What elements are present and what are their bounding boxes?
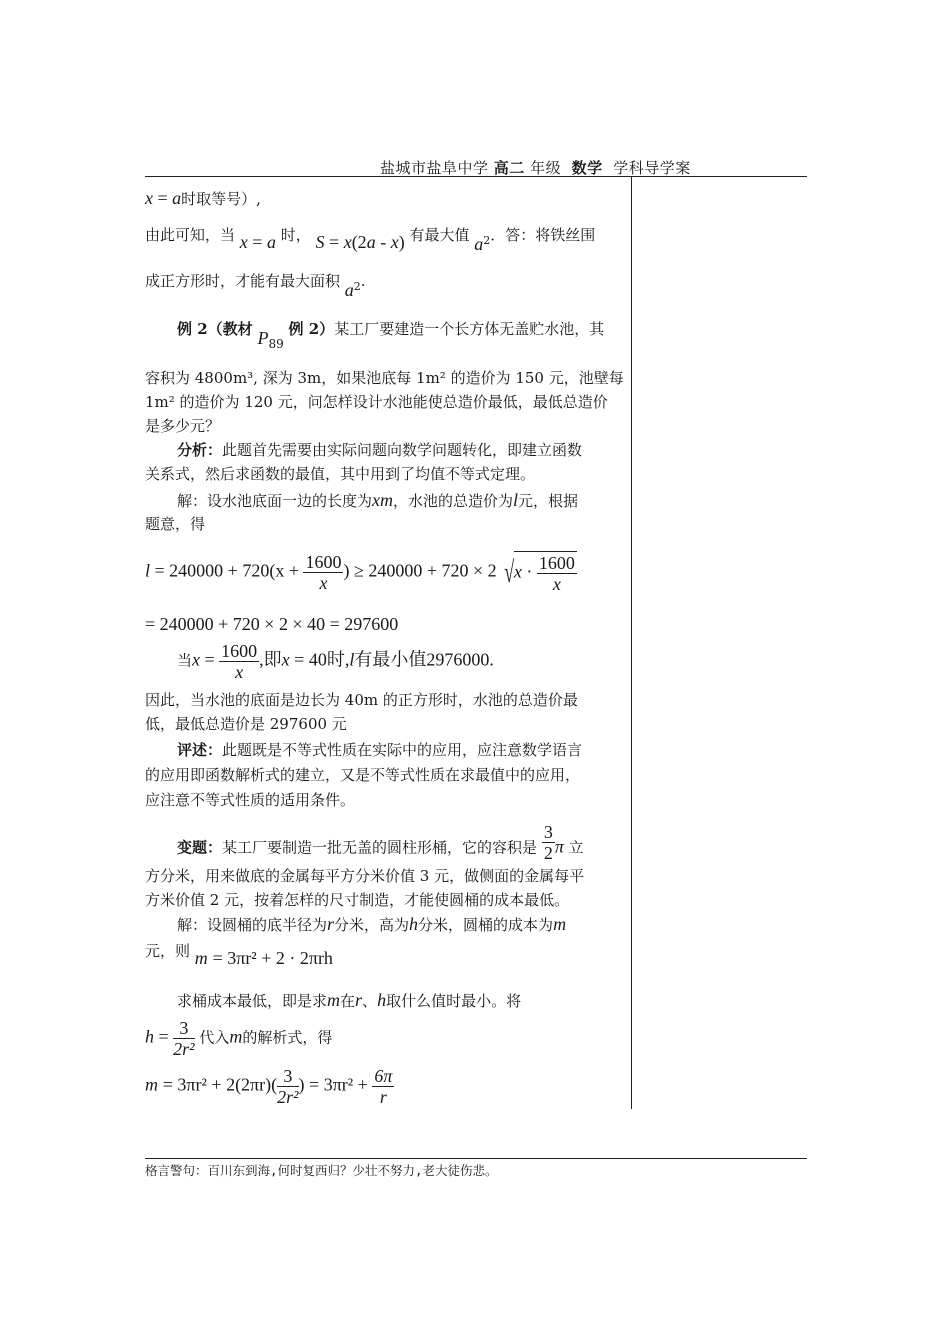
grade: 高二 [493, 159, 525, 177]
text-line: 方分米，用来做底的金属每平方分米价值 3 元，做侧面的金属每平 [145, 867, 585, 885]
review-line: 评述：此题既是不等式性质在实际中的应用，应注意数学语言 [177, 741, 583, 759]
doc-type: 学科导学案 [613, 159, 691, 177]
text-line: 成正方形时，才能有最大面积 $a^2$. [145, 272, 366, 300]
analysis-line: 分析：此题首先需要由实际问题向数学问题转化，即建立函数 [177, 441, 583, 459]
formula-cost: l = 240000 + 720(x + $\frac{1600}{x}$ ) ≥ 240000 + 720 × 2 √x · $\frac{1600}{x}$ [145, 552, 575, 594]
text-line: 题意，得 [145, 515, 206, 533]
grade-suffix: 年级 [530, 159, 562, 177]
footer-motto: 格言警句：百川东到海,何时复西归？少壮不努力,老大徒伤悲。 [145, 1163, 498, 1178]
text-line: 低，最低总造价是 297600 元 [145, 715, 347, 733]
margin-rule [631, 177, 632, 1109]
text-line: 容积为 4800m³, 深为 3m，如果池底每 1m² 的造价为 150 元，池壁每 [145, 369, 624, 387]
text-line: 方米价值 2 元，按着怎样的尺寸制造，才能使圆桶的成本最低。 [145, 891, 570, 909]
school-name: 盐城市盐阜中学 [380, 159, 489, 177]
text-line: 因此，当水池的底面是边长为 40m 的正方形时，水池的总造价最 [145, 691, 578, 709]
text-line: 应注意不等式性质的适用条件。 [145, 791, 356, 809]
page-header [380, 157, 691, 178]
variant-line: 变题：某工厂要制造一批无盖的圆柱形桶，它的容积是 $\frac{3}{2}$ π 立 [177, 822, 584, 863]
text-line: 关系式，然后求函数的最值，其中用到了均值不等式定理。 [145, 465, 536, 483]
text-line: 求桶成本最低，即是求m在r、h取什么值时最小。将 [177, 990, 522, 1010]
subject: 数学 [571, 159, 603, 177]
solution-line: 解：设圆桶的底半径为r分米，高为h分米，圆桶的成本为m [177, 914, 567, 934]
header-rule [145, 176, 807, 177]
text-line: 是多少元？ [145, 417, 221, 435]
formula-result: = 240000 + 720 × 2 × 40 = 297600 [145, 614, 399, 634]
text-line: 由此可知，当 x = a 时， S = x(2a - x) 有最大值 $a^2$．答：将铁丝围 [145, 226, 596, 254]
text-line: 1m² 的造价为 120 元，问怎样设计水池能使总造价最低，最低总造价 [145, 393, 608, 411]
solution-line: 解：设水池底面一边的长度为xm，水池的总造价为l元，根据 [177, 490, 579, 510]
text-line: 的应用即函数解析式的建立，又是不等式性质在求最值中的应用， [145, 766, 581, 784]
text-line: x = a时取等号）, [145, 188, 261, 208]
formula-m2: m = 3πr² + 2(2πr)( $\frac{3}{\text{2r²}}$ ) = 3πr² + $\frac{6\pi}{r}$ [145, 1066, 393, 1107]
formula-minimum: 当x = $\frac{1600}{x}$ ,即x = 40时,l有最小值2976000. [177, 641, 494, 682]
footer-rule [145, 1158, 807, 1159]
example-2-heading: 例 2（教材 $P_{89}$ 例 2）某工厂要建造一个长方体无盖贮水池，其 [177, 320, 605, 351]
formula-h: h = $\frac{3}{\text{2r²}}$ 代入m的解析式，得 [145, 1018, 333, 1059]
formula-m: 元，则 m = 3πr² + 2 · 2πrh [145, 942, 333, 968]
